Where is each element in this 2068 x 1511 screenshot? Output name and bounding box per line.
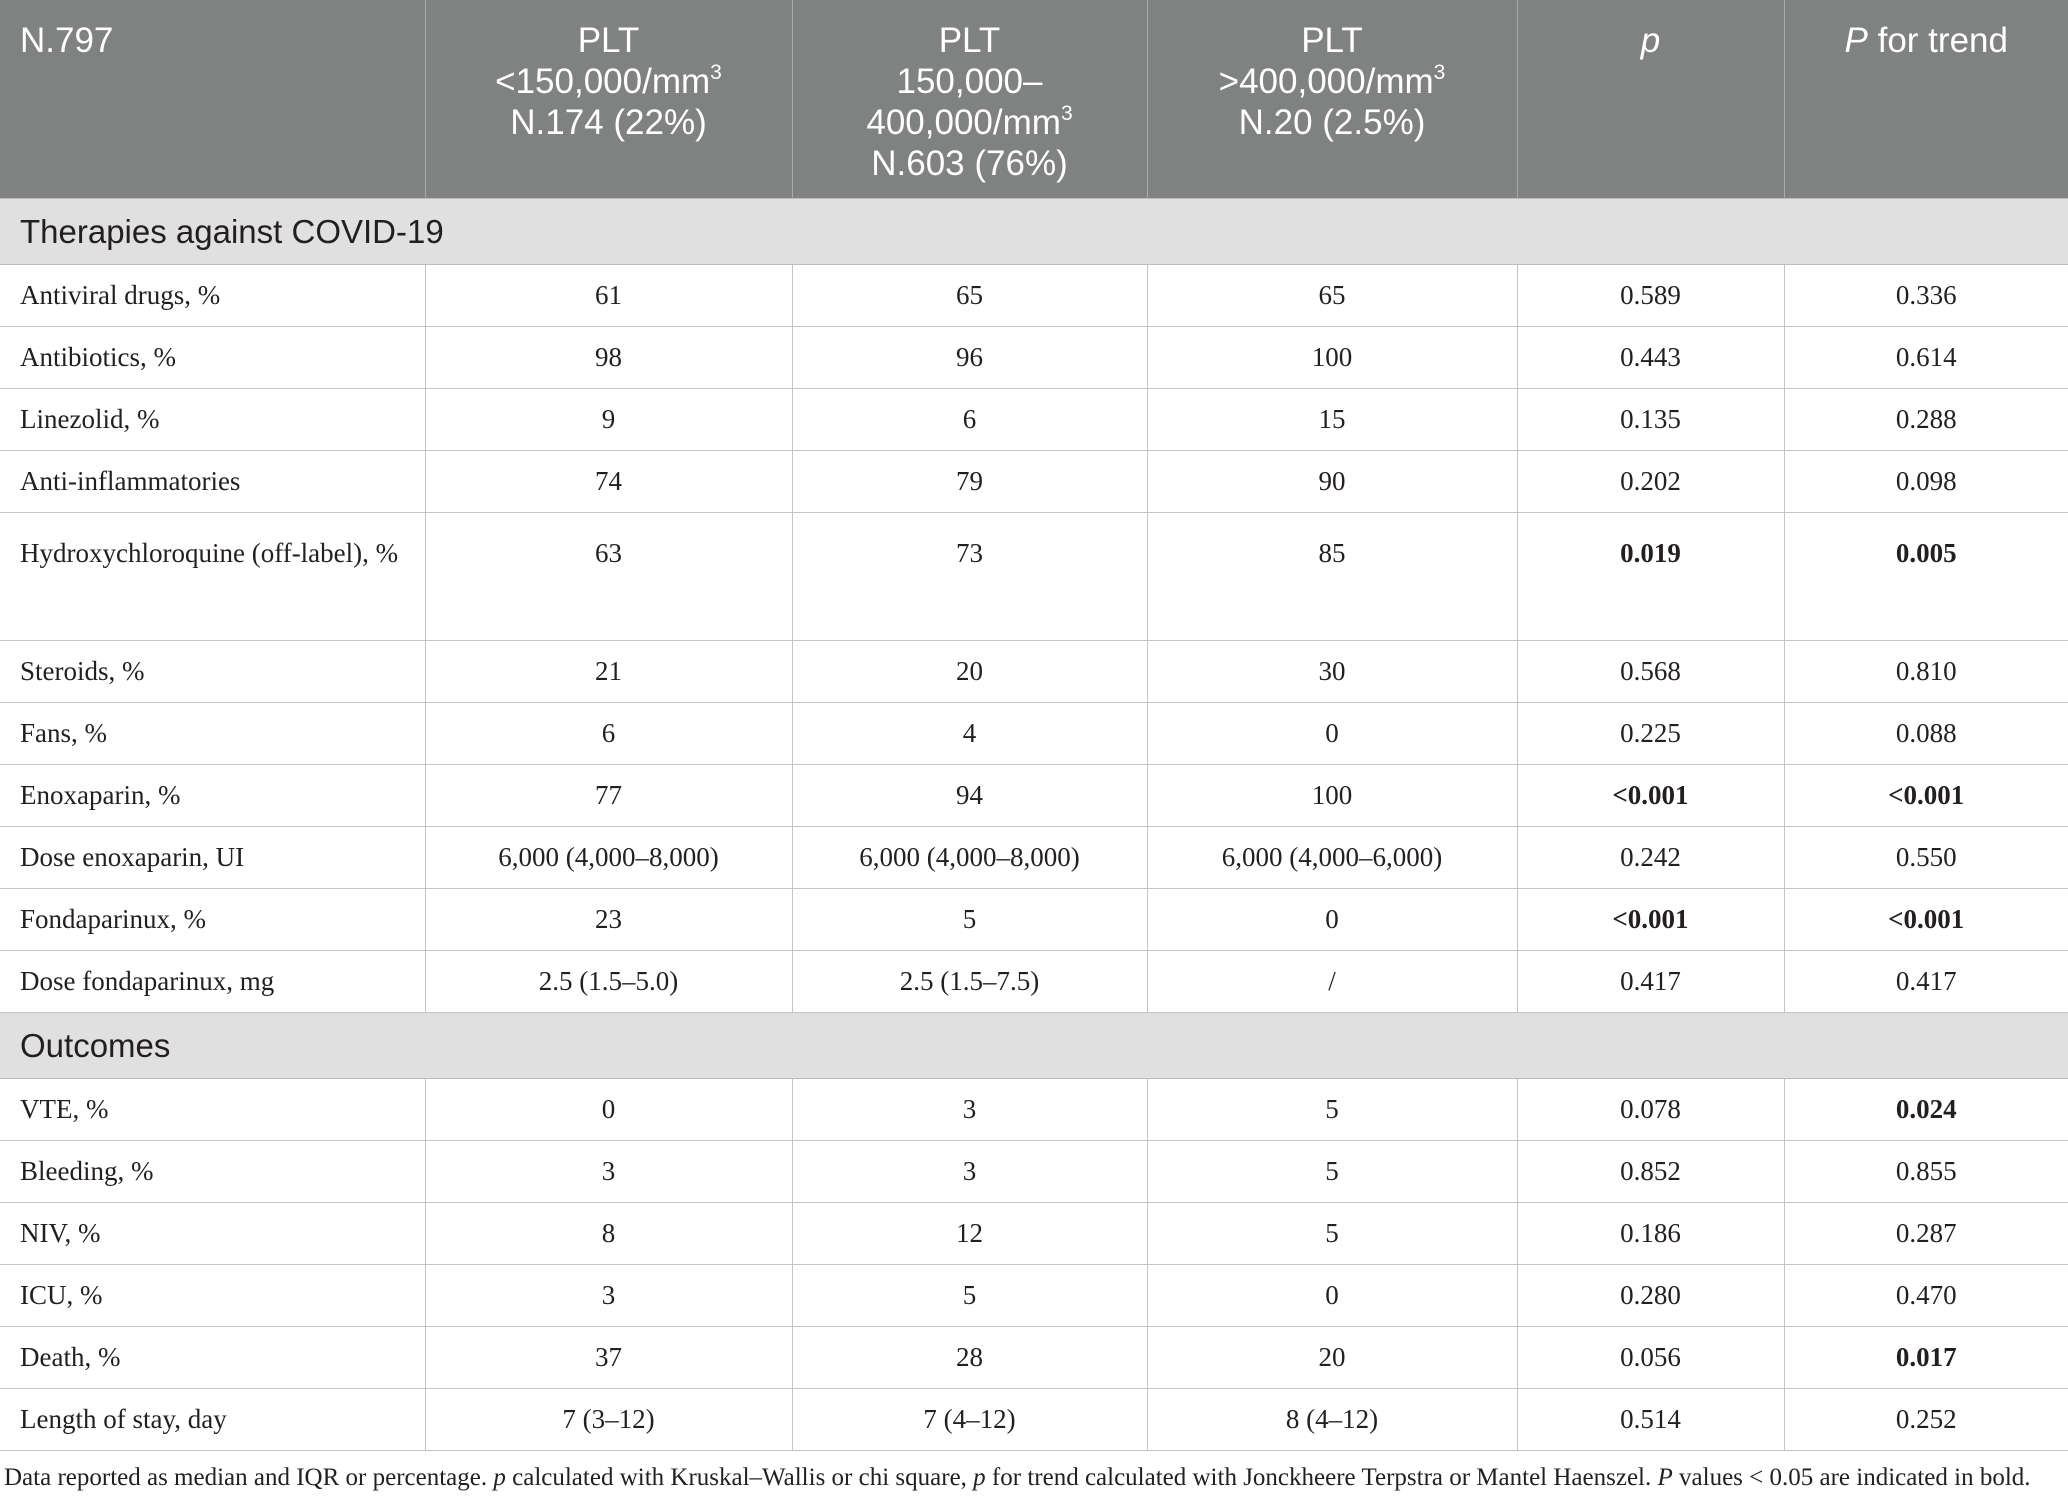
table-row bbox=[0, 513, 2068, 641]
table-row bbox=[0, 1203, 2068, 1265]
cell-plt-high: / bbox=[1147, 951, 1517, 1013]
cell-plt-high: 0 bbox=[1147, 703, 1517, 765]
cell-plt-normal: 73 bbox=[792, 513, 1147, 641]
table-row bbox=[0, 265, 2068, 327]
cell-plt-low: 74 bbox=[425, 451, 792, 513]
cell-plt-normal: 12 bbox=[792, 1203, 1147, 1265]
table-footnote bbox=[0, 1451, 2068, 1497]
cell-p: 0.019 bbox=[1517, 513, 1784, 641]
cell-plt-normal: 65 bbox=[792, 265, 1147, 327]
header-p-trend-italic: P bbox=[1844, 21, 1868, 60]
cell-p: <0.001 bbox=[1517, 889, 1784, 951]
header-plt-high bbox=[1147, 0, 1517, 199]
cell-p-trend: 0.024 bbox=[1784, 1079, 2068, 1141]
table-row bbox=[0, 1265, 2068, 1327]
cell-p-trend: 0.614 bbox=[1784, 327, 2068, 389]
table-row bbox=[0, 765, 2068, 827]
cell-p: <0.001 bbox=[1517, 765, 1784, 827]
header-p bbox=[1517, 0, 1784, 199]
header-plt-low-line1: PLT bbox=[577, 21, 640, 60]
header-plt-normal-line4: N.603 (76%) bbox=[871, 144, 1068, 183]
cell-plt-low: 77 bbox=[425, 765, 792, 827]
cell-p: 0.589 bbox=[1517, 265, 1784, 327]
header-cohort-text: N.797 bbox=[20, 21, 114, 60]
cell-plt-high: 15 bbox=[1147, 389, 1517, 451]
row-label: ICU, % bbox=[0, 1265, 425, 1327]
footnote-text-3: for trend calculated with Jonckheere Terpstra or Mantel Haenszel. bbox=[985, 1464, 1658, 1491]
header-p-trend bbox=[1784, 0, 2068, 199]
cell-plt-normal: 4 bbox=[792, 703, 1147, 765]
cell-plt-low: 6 bbox=[425, 703, 792, 765]
cell-plt-normal: 7 (4–12) bbox=[792, 1389, 1147, 1451]
cell-plt-normal: 20 bbox=[792, 641, 1147, 703]
table-header bbox=[0, 0, 2068, 199]
cell-p-trend: 0.252 bbox=[1784, 1389, 2068, 1451]
cell-plt-low: 3 bbox=[425, 1141, 792, 1203]
cell-p: 0.242 bbox=[1517, 827, 1784, 889]
table-row bbox=[0, 1079, 2068, 1141]
row-label: Linezolid, % bbox=[0, 389, 425, 451]
header-plt-low-sup: 3 bbox=[710, 61, 722, 84]
cell-plt-high: 0 bbox=[1147, 889, 1517, 951]
cell-plt-low: 3 bbox=[425, 1265, 792, 1327]
cell-plt-low: 0 bbox=[425, 1079, 792, 1141]
cell-plt-low: 7 (3–12) bbox=[425, 1389, 792, 1451]
cell-plt-high: 90 bbox=[1147, 451, 1517, 513]
row-label: Antiviral drugs, % bbox=[0, 265, 425, 327]
footnote-text-2: calculated with Kruskal–Wallis or chi square, bbox=[505, 1464, 974, 1491]
table-row bbox=[0, 1327, 2068, 1389]
cell-plt-normal: 2.5 (1.5–7.5) bbox=[792, 951, 1147, 1013]
cell-plt-low: 2.5 (1.5–5.0) bbox=[425, 951, 792, 1013]
cell-plt-normal: 5 bbox=[792, 889, 1147, 951]
cell-p: 0.443 bbox=[1517, 327, 1784, 389]
footnote-italic-1: p bbox=[493, 1464, 506, 1491]
cell-plt-normal: 28 bbox=[792, 1327, 1147, 1389]
cell-plt-high: 5 bbox=[1147, 1203, 1517, 1265]
cell-p-trend: 0.017 bbox=[1784, 1327, 2068, 1389]
cell-plt-normal: 6,000 (4,000–8,000) bbox=[792, 827, 1147, 889]
footnote-text-1: Data reported as median and IQR or percentage. bbox=[4, 1464, 494, 1491]
cell-p: 0.280 bbox=[1517, 1265, 1784, 1327]
cell-p-trend: 0.288 bbox=[1784, 389, 2068, 451]
row-label: VTE, % bbox=[0, 1079, 425, 1141]
cell-plt-high: 65 bbox=[1147, 265, 1517, 327]
cell-p: 0.514 bbox=[1517, 1389, 1784, 1451]
cell-plt-normal: 3 bbox=[792, 1141, 1147, 1203]
header-plt-normal-line1: PLT bbox=[938, 21, 1001, 60]
header-plt-low-line3: N.174 (22%) bbox=[510, 103, 707, 142]
cell-p-trend: 0.336 bbox=[1784, 265, 2068, 327]
section-title: Outcomes bbox=[0, 1013, 2068, 1079]
header-plt-normal-line3: 400,000/mm bbox=[866, 103, 1061, 142]
cell-p: 0.202 bbox=[1517, 451, 1784, 513]
footnote-italic-2: p bbox=[973, 1464, 986, 1491]
cell-plt-low: 21 bbox=[425, 641, 792, 703]
table-row bbox=[0, 641, 2068, 703]
cell-plt-high: 100 bbox=[1147, 765, 1517, 827]
cell-plt-normal: 94 bbox=[792, 765, 1147, 827]
header-p-text: p bbox=[1640, 21, 1661, 60]
cell-p-trend: 0.855 bbox=[1784, 1141, 2068, 1203]
header-plt-high-line1: PLT bbox=[1301, 21, 1363, 60]
row-label: Steroids, % bbox=[0, 641, 425, 703]
header-cohort bbox=[0, 0, 425, 199]
cell-plt-normal: 79 bbox=[792, 451, 1147, 513]
row-label: Bleeding, % bbox=[0, 1141, 425, 1203]
row-label: NIV, % bbox=[0, 1203, 425, 1265]
table-row bbox=[0, 451, 2068, 513]
header-plt-normal-sup: 3 bbox=[1060, 102, 1073, 125]
cell-plt-normal: 6 bbox=[792, 389, 1147, 451]
cell-plt-normal: 96 bbox=[792, 327, 1147, 389]
row-label: Death, % bbox=[0, 1327, 425, 1389]
cell-p-trend: <0.001 bbox=[1784, 889, 2068, 951]
cell-p-trend: 0.098 bbox=[1784, 451, 2068, 513]
cell-plt-high: 30 bbox=[1147, 641, 1517, 703]
cell-plt-low: 98 bbox=[425, 327, 792, 389]
cell-p: 0.056 bbox=[1517, 1327, 1784, 1389]
cell-p-trend: 0.287 bbox=[1784, 1203, 2068, 1265]
cell-plt-high: 85 bbox=[1147, 513, 1517, 641]
header-plt-normal bbox=[792, 0, 1147, 199]
cell-plt-low: 61 bbox=[425, 265, 792, 327]
row-label: Anti-inflammatories bbox=[0, 451, 425, 513]
cell-p-trend: 0.470 bbox=[1784, 1265, 2068, 1327]
header-plt-low bbox=[425, 0, 792, 199]
row-label: Fondaparinux, % bbox=[0, 889, 425, 951]
cell-p: 0.417 bbox=[1517, 951, 1784, 1013]
row-label: Dose fondaparinux, mg bbox=[0, 951, 425, 1013]
cell-p: 0.225 bbox=[1517, 703, 1784, 765]
table-row bbox=[0, 327, 2068, 389]
cell-plt-high: 100 bbox=[1147, 327, 1517, 389]
header-plt-low-line2: <150,000/mm bbox=[495, 62, 711, 101]
row-label: Antibiotics, % bbox=[0, 327, 425, 389]
cell-p-trend: 0.550 bbox=[1784, 827, 2068, 889]
section-title: Therapies against COVID-19 bbox=[0, 199, 2068, 265]
cell-plt-high: 20 bbox=[1147, 1327, 1517, 1389]
header-plt-high-line2: >400,000/mm bbox=[1218, 62, 1434, 101]
header-p-trend-rest: for trend bbox=[1867, 21, 2008, 60]
table-row bbox=[0, 389, 2068, 451]
table-row bbox=[0, 1389, 2068, 1451]
cell-p-trend: 0.005 bbox=[1784, 513, 2068, 641]
cell-plt-high: 8 (4–12) bbox=[1147, 1389, 1517, 1451]
cell-plt-low: 63 bbox=[425, 513, 792, 641]
header-plt-high-line3: N.20 (2.5%) bbox=[1238, 103, 1426, 142]
cell-plt-high: 6,000 (4,000–6,000) bbox=[1147, 827, 1517, 889]
row-label: Length of stay, day bbox=[0, 1389, 425, 1451]
row-label: Enoxaparin, % bbox=[0, 765, 425, 827]
section-row bbox=[0, 199, 2068, 265]
cell-p: 0.186 bbox=[1517, 1203, 1784, 1265]
row-label: Fans, % bbox=[0, 703, 425, 765]
row-label: Dose enoxaparin, UI bbox=[0, 827, 425, 889]
cell-plt-normal: 5 bbox=[792, 1265, 1147, 1327]
cell-p-trend: <0.001 bbox=[1784, 765, 2068, 827]
footnote-italic-3: P bbox=[1657, 1464, 1673, 1491]
cell-p: 0.135 bbox=[1517, 389, 1784, 451]
table-body bbox=[0, 199, 2068, 1451]
cell-plt-normal: 3 bbox=[792, 1079, 1147, 1141]
table-row bbox=[0, 889, 2068, 951]
row-label: Hydroxychloroquine (off-label), % bbox=[0, 513, 425, 641]
cell-p: 0.568 bbox=[1517, 641, 1784, 703]
cell-plt-high: 5 bbox=[1147, 1079, 1517, 1141]
cell-plt-low: 23 bbox=[425, 889, 792, 951]
header-plt-normal-line2: 150,000– bbox=[896, 62, 1043, 101]
section-row bbox=[0, 1013, 2068, 1079]
cell-plt-high: 5 bbox=[1147, 1141, 1517, 1203]
cell-p: 0.852 bbox=[1517, 1141, 1784, 1203]
cell-p-trend: 0.088 bbox=[1784, 703, 2068, 765]
cell-plt-high: 0 bbox=[1147, 1265, 1517, 1327]
table-row bbox=[0, 827, 2068, 889]
cell-plt-low: 8 bbox=[425, 1203, 792, 1265]
cell-p: 0.078 bbox=[1517, 1079, 1784, 1141]
footnote-text-4: values < 0.05 are indicated in bold. bbox=[1672, 1464, 2031, 1491]
table-row bbox=[0, 1141, 2068, 1203]
header-plt-high-sup: 3 bbox=[1433, 61, 1446, 84]
cell-plt-low: 6,000 (4,000–8,000) bbox=[425, 827, 792, 889]
cell-plt-low: 9 bbox=[425, 389, 792, 451]
table-row bbox=[0, 703, 2068, 765]
cell-p-trend: 0.810 bbox=[1784, 641, 2068, 703]
table-row bbox=[0, 951, 2068, 1013]
header-row bbox=[0, 0, 2068, 199]
cell-p-trend: 0.417 bbox=[1784, 951, 2068, 1013]
cell-plt-low: 37 bbox=[425, 1327, 792, 1389]
